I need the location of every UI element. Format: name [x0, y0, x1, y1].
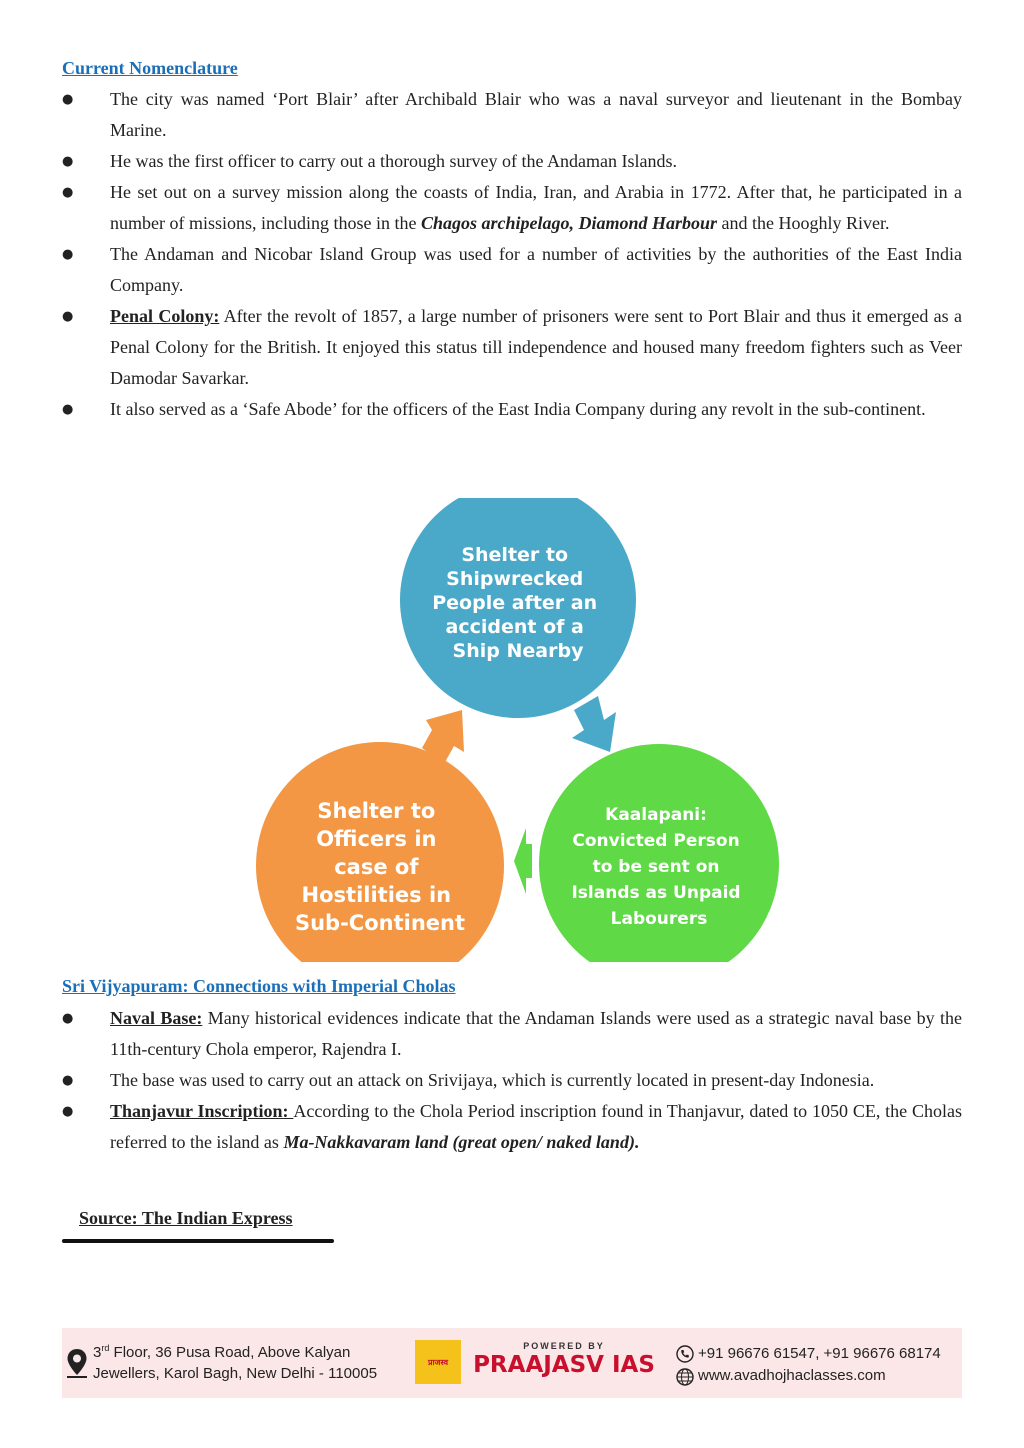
- section-heading-current-nomenclature: Current Nomenclature: [62, 58, 238, 78]
- footer-website[interactable]: www.avadhojhaclasses.com: [698, 1367, 886, 1384]
- source-underline-bar: [62, 1239, 334, 1243]
- powered-by-label: POWERED BY: [523, 1341, 605, 1351]
- phone-icon: [676, 1345, 694, 1363]
- circle-shipwreck-shelter-label: Shelter to Shipwrecked People after an accident of a Ship Nearby: [432, 544, 598, 662]
- list-item: ● The city was named ‘Port Blair’ after Archibald Blair who was a naval surveyor and lieutenant in the Bombay Marine.: [62, 84, 962, 146]
- footer-address-line-2: Jewellers, Karol Bagh, New Delhi - 110005: [93, 1365, 378, 1382]
- section-heading-cholas: Sri Vijyapuram: Connections with Imperial Cholas: [62, 976, 456, 996]
- brand-logo: [415, 1340, 461, 1384]
- circle-officers-shelter-label: Shelter to Officers in case of Hostilities in Sub-Continent: [294, 799, 466, 935]
- list-item: ● He was the first officer to carry out a thorough survey of the Andaman Islands.: [62, 146, 962, 177]
- source-citation: Source: The Indian Express: [79, 1208, 293, 1228]
- footer-address-line-1: 3rd Floor, 36 Pusa Road, Above Kalyan: [93, 1343, 351, 1361]
- list-item: ● Thanjavur Inscription: According to the Chola Period inscription found in Thanjavur, dated to 1050 CE, the Cholas referred to the island as Ma-Nakkavaram land (great open/ naked land).: [62, 1096, 962, 1158]
- cycle-diagram: [236, 498, 786, 962]
- cholas-list: [62, 1003, 962, 1158]
- footer-banner: [62, 1328, 962, 1398]
- circle-kaalapani-label: Kaalapani: Convicted Person to be sent on Islands as Unpaid Labourers: [571, 805, 741, 929]
- list-item: ● Naval Base: Many historical evidences indicate that the Andaman Islands were used as a strategic naval base by the 11th-century Chola emperor, Rajendra I.: [62, 1003, 962, 1065]
- location-pin-icon: [66, 1348, 88, 1378]
- list-item: ● It also served as a ‘Safe Abode’ for the officers of the East India Company during any revolt in the sub-continent.: [62, 394, 962, 425]
- footer-phone: +91 96676 61547, +91 96676 68174: [698, 1345, 941, 1362]
- globe-icon: [676, 1368, 694, 1386]
- list-item: ● He set out on a survey mission along the coasts of India, Iran, and Arabia in 1772. After that, he participated in a number of missions, including those in the Chagos archipelago, Diamond Harbour and the Hooghly River.: [62, 177, 962, 239]
- brand-name: PRAAJASV IAS: [473, 1352, 655, 1378]
- brand-logo-text: प्राजस्व: [427, 1357, 449, 1367]
- list-item: ● Penal Colony: After the revolt of 1857, a large number of prisoners were sent to Port Blair and thus it emerged as a Penal Colony for the British. It enjoyed this status till independence and housed many freedom fighters such as Veer Damodar Savarkar.: [62, 301, 962, 394]
- list-item: ● The Andaman and Nicobar Island Group was used for a number of activities by the authorities of the East India Company.: [62, 239, 962, 301]
- current-nomenclature-list: [62, 84, 962, 425]
- list-item: ● The base was used to carry out an attack on Srivijaya, which is currently located in present-day Indonesia.: [62, 1065, 962, 1096]
